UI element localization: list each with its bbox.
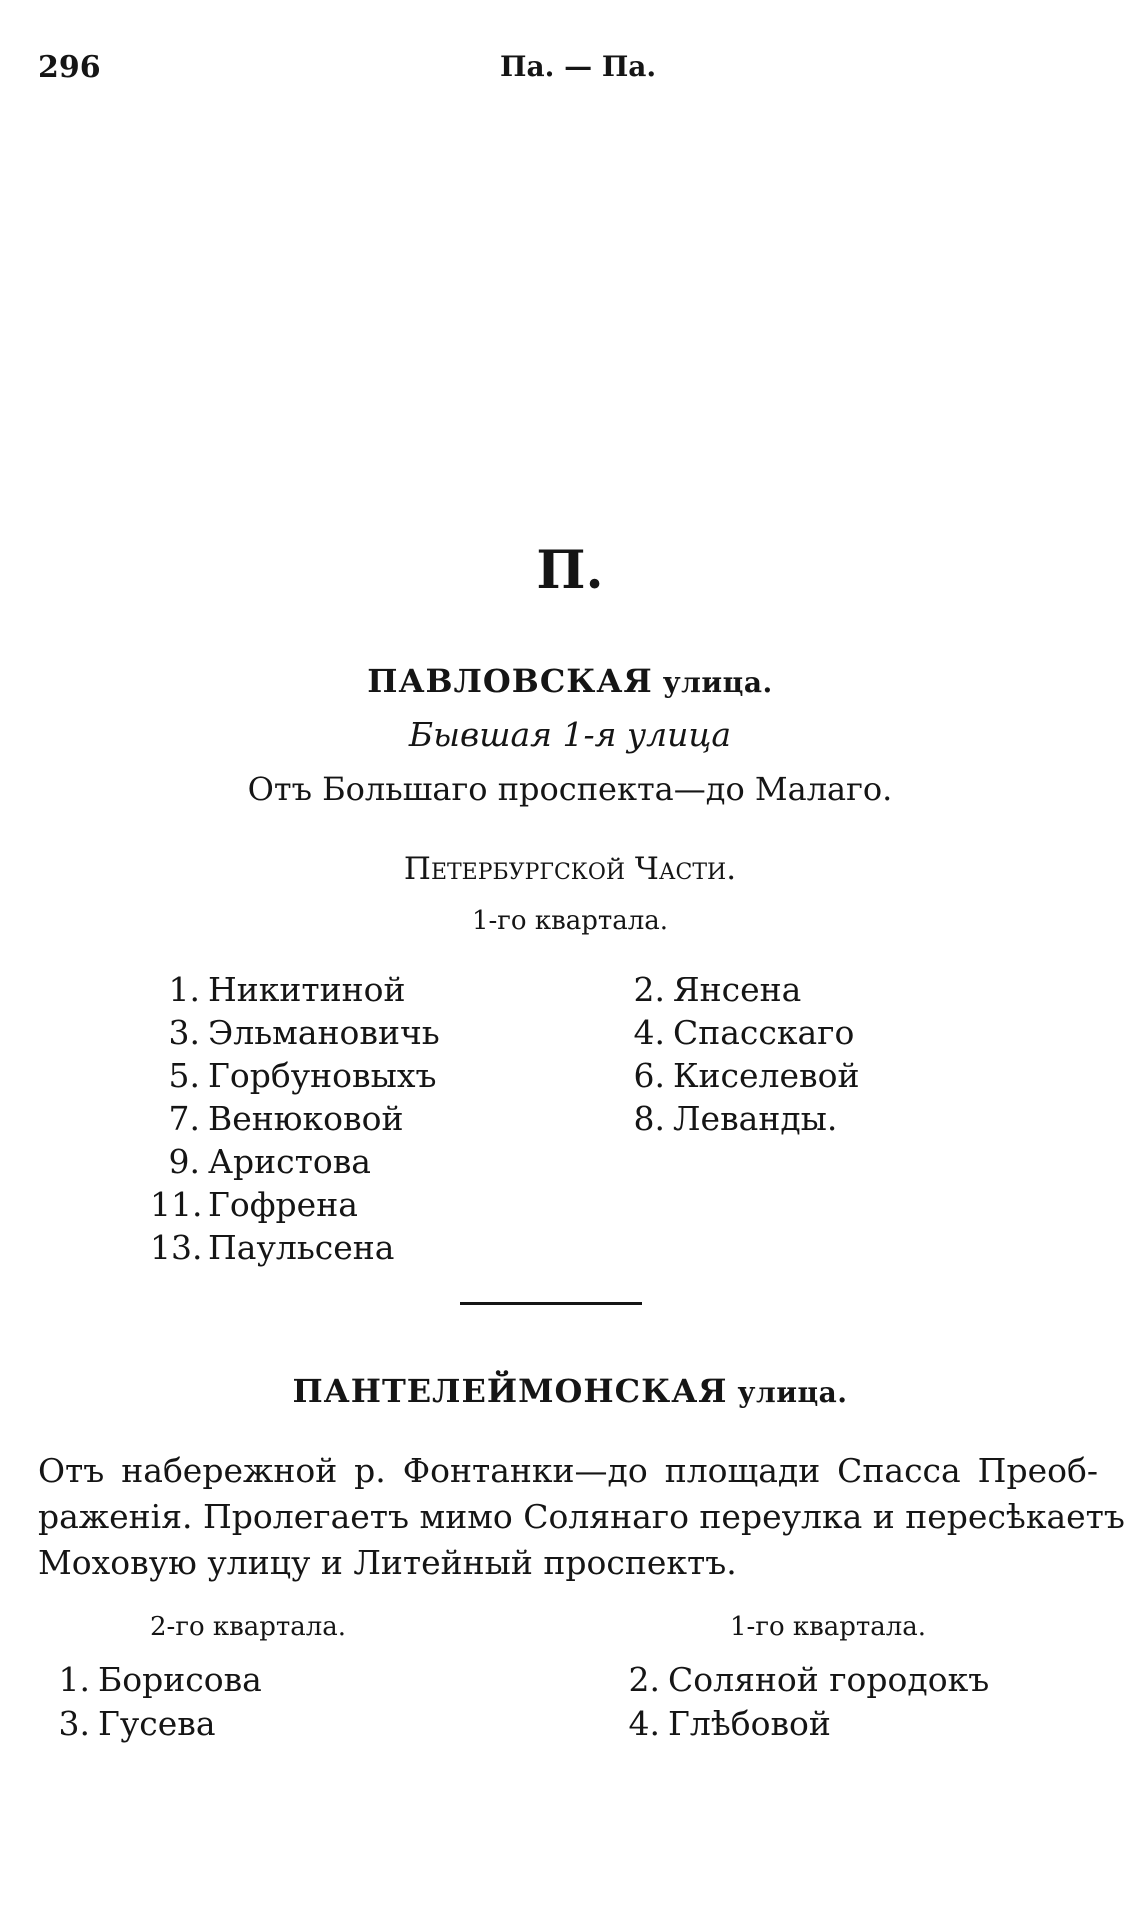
section2-right-quarter: 1-го квартала. xyxy=(730,1612,927,1642)
section1-district: Петербургской Части. xyxy=(403,851,737,887)
list-item: 1. Борисова xyxy=(58,1660,262,1699)
list-item: 3. Гусева xyxy=(58,1704,216,1743)
list-item: 8. Леванды. xyxy=(633,1099,838,1138)
list-item: 2. Соляной городокъ xyxy=(628,1660,990,1699)
section2-street-word: улица. xyxy=(737,1376,848,1409)
list-item: 13. Паульсена xyxy=(150,1228,395,1267)
section2-description xyxy=(38,1448,1125,1586)
list-item: 9. Аристова xyxy=(168,1142,371,1181)
list-item: 4. Спасскаго xyxy=(633,1013,855,1052)
description-line: Отъ набережной р. Фонтанки—до площади Спасса Преоб- xyxy=(38,1451,1098,1490)
page-number: 296 xyxy=(38,50,101,85)
list-item: 7. Венюковой xyxy=(168,1099,404,1138)
running-head: Па. — Па. xyxy=(500,50,657,83)
list-item: 6. Киселевой xyxy=(633,1056,860,1095)
list-item: 2. Янсена xyxy=(633,970,802,1009)
list-item: 11. Гофрена xyxy=(150,1185,358,1224)
section2-left-quarter: 2-го квартала. xyxy=(150,1612,347,1642)
list-item: 3. Эльмановичь xyxy=(168,1013,440,1052)
letter-heading: П. xyxy=(536,540,604,601)
list-item: 5. Горбуновыхъ xyxy=(168,1056,437,1095)
list-item: 4. Глѣбовой xyxy=(628,1704,831,1743)
section1-title xyxy=(0,662,1140,700)
section2-title xyxy=(0,1372,1140,1410)
section-divider xyxy=(460,1302,642,1305)
section1-street-name: ПАВЛОВСКАЯ xyxy=(367,662,653,700)
section1-route: Отъ Большаго проспекта—до Малаго. xyxy=(247,770,893,808)
section2-street-name: ПАНТЕЛЕЙМОНСКАЯ xyxy=(292,1372,728,1410)
description-line: раженія. Пролегаетъ мимо Солянаго переулка и пересѣкаетъ xyxy=(38,1497,1125,1536)
section1-former-name: Бывшая 1-я улица xyxy=(408,715,732,754)
description-line: Моховую улицу и Литейный проспектъ. xyxy=(38,1543,737,1582)
list-item: 1. Никитиной xyxy=(168,970,406,1009)
section1-street-word: улица. xyxy=(662,666,773,699)
section1-quarter: 1-го квартала. xyxy=(471,906,669,936)
